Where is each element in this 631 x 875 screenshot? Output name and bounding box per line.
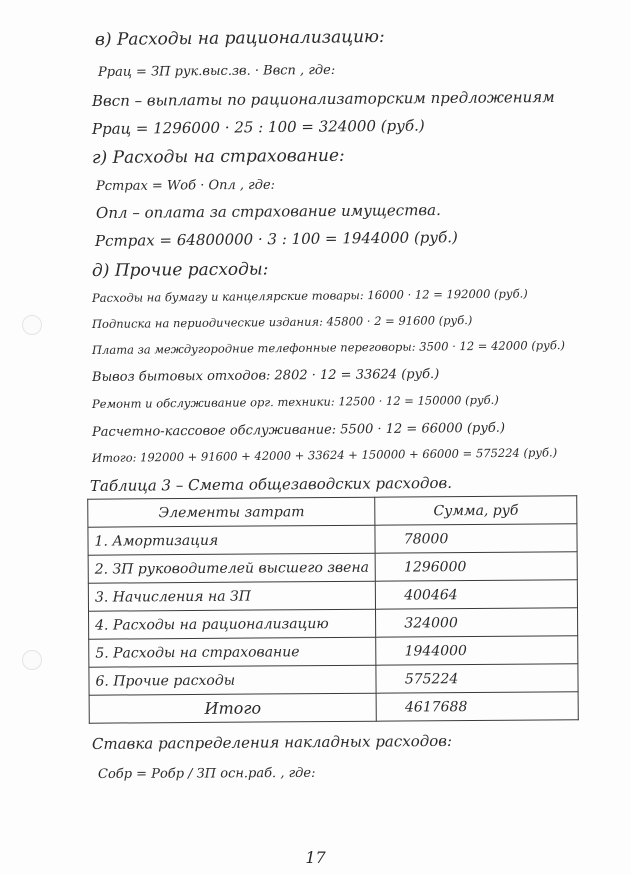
- page-number: 17: [305, 848, 326, 867]
- row-sum: 1296000: [375, 552, 577, 581]
- definition-rationalization: Ввсп – выплаты по рационализаторским предложениям: [91, 87, 555, 110]
- other-expenses-total: Итого: 192000 + 91600 + 42000 + 33624 + 150000 + 66000 = 575224 (руб.): [91, 445, 558, 465]
- other-expense-phone: Плата за междугородние телефонные переговоры: 3500 · 12 = 42000 (руб.): [91, 338, 566, 357]
- row-item: 3. Начисления на ЗП: [88, 581, 375, 611]
- table-caption: Таблица 3 – Смета общезаводских расходов.: [89, 473, 453, 495]
- other-expense-paper: Расходы на бумагу и канцелярские товары: 16000 · 12 = 192000 (руб.): [91, 286, 528, 305]
- calculation-insurance: Рстрах = 64800000 · 3 : 100 = 1944000 (руб.): [94, 228, 458, 250]
- overhead-rate-heading: Ставка распределения накладных расходов:: [91, 731, 453, 753]
- punch-hole: [22, 650, 42, 670]
- section-heading-insurance: г) Расходы на страхование:: [91, 145, 345, 168]
- section-heading-other: д) Прочие расходы:: [91, 259, 269, 281]
- table-header-row: [88, 496, 577, 527]
- table-total-row: [89, 692, 578, 723]
- table-row: [88, 524, 577, 555]
- table-row: [89, 664, 578, 695]
- table-row: [89, 636, 578, 667]
- row-item: 1. Амортизация: [88, 525, 375, 555]
- row-sum: 78000: [375, 524, 577, 553]
- total-sum: 4617688: [376, 692, 578, 721]
- table-row: [88, 552, 577, 583]
- row-sum: 575224: [376, 664, 578, 693]
- other-expense-subscription: Подписка на периодические издания: 45800 · 2 = 91600 (руб.): [91, 313, 473, 331]
- formula-rationalization: Ррац = ЗП рук.выс.зв. · Ввсп , где:: [97, 62, 336, 80]
- other-expense-waste: Вывоз бытовых отходов: 2802 · 12 = 33624 (руб.): [91, 366, 440, 385]
- table-row: [88, 580, 577, 611]
- row-sum: 324000: [376, 608, 578, 637]
- other-expense-repair: Ремонт и обслуживание орг. техники: 12500 · 12 = 150000 (руб.): [91, 392, 499, 411]
- row-item: 4. Расходы на рационализацию: [89, 609, 376, 639]
- header-sum: Сумма, руб: [375, 496, 577, 525]
- row-item: 6. Прочие расходы: [89, 665, 376, 695]
- row-item: 5. Расходы на страхование: [89, 637, 376, 667]
- overhead-rate-formula: Собр = Робр / ЗП осн.раб. , где:: [97, 765, 316, 782]
- total-label: Итого: [89, 693, 376, 723]
- definition-insurance: Опл – оплата за страхование имущества.: [95, 200, 441, 222]
- formula-insurance: Рстрах = Wоб · Опл , где:: [95, 177, 276, 194]
- header-cost-elements: Элементы затрат: [88, 497, 375, 527]
- row-item: 2. ЗП руководителей высшего звена: [88, 553, 375, 583]
- calculation-rationalization: Ррац = 1296000 · 25 : 100 = 324000 (руб.): [91, 116, 425, 138]
- overhead-cost-table: [87, 495, 579, 723]
- other-expense-cash-service: Расчетно-кассовое обслуживание: 5500 · 12 = 66000 (руб.): [91, 420, 506, 440]
- table-row: [89, 608, 578, 639]
- section-heading-rationalization: в) Расходы на рационализацию:: [94, 26, 385, 50]
- row-sum: 1944000: [376, 636, 578, 665]
- row-sum: 400464: [376, 580, 578, 609]
- punch-hole: [22, 315, 42, 335]
